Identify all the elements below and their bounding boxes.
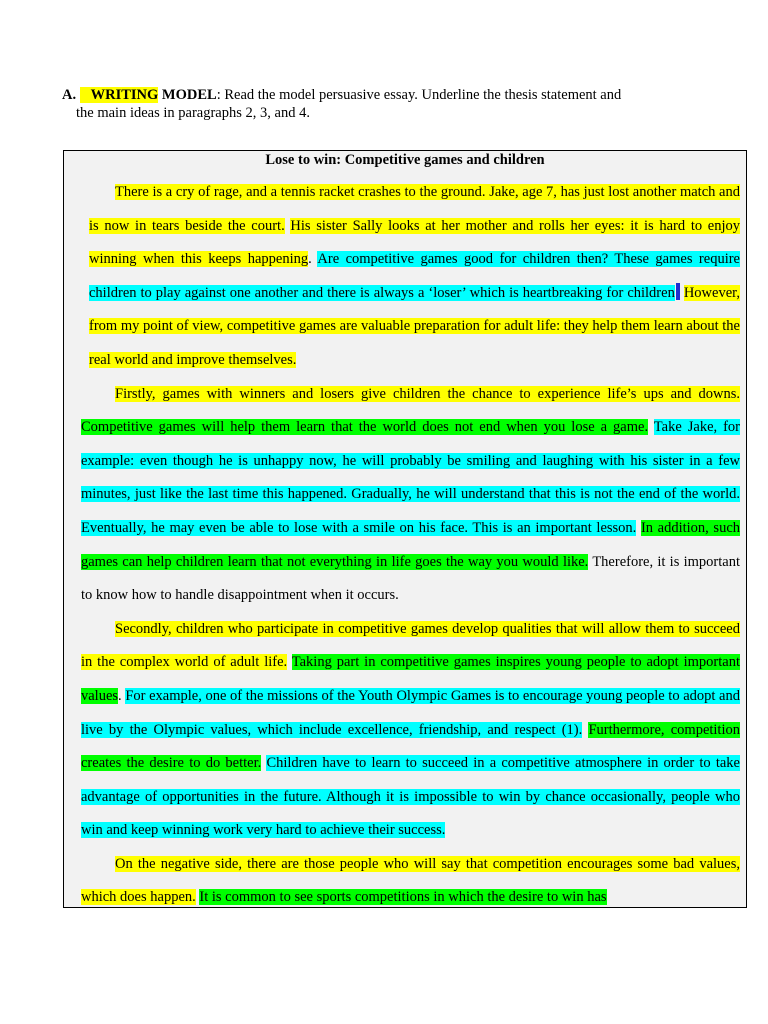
plain-text (648, 419, 654, 435)
instructions (62, 86, 712, 122)
highlighted-text: Are competitive games good for children then? These games require children to play against one another and there is always a ‘loser’ which is heartbreaking for children (89, 251, 740, 301)
highlighted-text: For example, one of the missions of the Youth Olympic Games is to encourage young people to adopt and live by the Olympic values, which include excellence, friendship, and respect (1). (81, 687, 740, 738)
plain-text: . (308, 251, 318, 268)
section-label: A. (62, 87, 77, 103)
heading-highlighted: WRITING (80, 87, 159, 103)
plain-text: Therefore, it is important to know how to handle disappointment when it occurs. (81, 553, 740, 604)
essay-paragraph-4 (64, 848, 746, 908)
highlighted-text: Secondly, children who participate in competitive games develop qualities that will allow them to succeed in the complex world of adult life. (81, 620, 740, 671)
heading-rest: MODEL (161, 87, 217, 103)
highlighted-text: There is a cry of rage, and a tennis racket crashes to the ground. Jake, age 7, has just lost another match and is now in tears beside the court. (89, 184, 740, 234)
plain-text: . (118, 687, 126, 704)
highlighted-text: Children have to learn to succeed in a competitive atmosphere in order to take advantage of opportunities in the future. Although it is impossible to win by chance occasionally, people who win and keep winning work very hard to achieve their success. (81, 755, 740, 839)
essay-title: Lose to win: Competitive games and children (265, 152, 545, 168)
highlighted-text: His sister Sally looks at her mother and rolls her eyes: it is hard to enjoy winning when this keeps happening (89, 217, 741, 268)
highlighted-text: On the negative side, there are those people who will say that competition encourages some bad values, which does happen. (81, 855, 740, 906)
highlighted-text: Taking part in competitive games inspires young people to adopt important values (81, 654, 740, 704)
essay-box (63, 150, 747, 908)
essay-paragraph-1 (64, 176, 746, 378)
highlighted-text: In addition, such games can help children learn that not everything in life goes the way you would like. (81, 519, 741, 570)
essay-paragraph-3 (64, 613, 746, 848)
highlighted-text: Competitive games will help them learn that the world does not end when you lose a game. (81, 419, 649, 436)
highlighted-text: Firstly, games with winners and losers give children the chance to experience life’s ups and downs. (115, 385, 740, 402)
highlighted-text: It is common to see sports competitions in which the desire to win has (199, 889, 607, 906)
essay-body (64, 176, 746, 908)
instructions-text-line2: the main ideas in paragraphs 2, 3, and 4. (76, 105, 310, 121)
highlighted-text: However, from my point of view, competitive games are valuable preparation for adult life: they help them learn about the real world and improve themselves. (89, 284, 741, 368)
instructions-text-line1: : Read the model persuasive essay. Underline the thesis statement and (216, 87, 622, 103)
essay-paragraph-2 (64, 378, 746, 613)
highlighted-text: Furthermore, competition creates the desire to do better. (81, 721, 740, 772)
highlighted-text: Take Jake, for example: even though he is unhappy now, he will probably be smiling and laughing with his sister in a few minutes, just like the last time this happened. Gradually, he will understand that this is not the end of the world. Eventually, he may even be able to lose with a smile on his face. This is an important lesson. (81, 419, 741, 536)
